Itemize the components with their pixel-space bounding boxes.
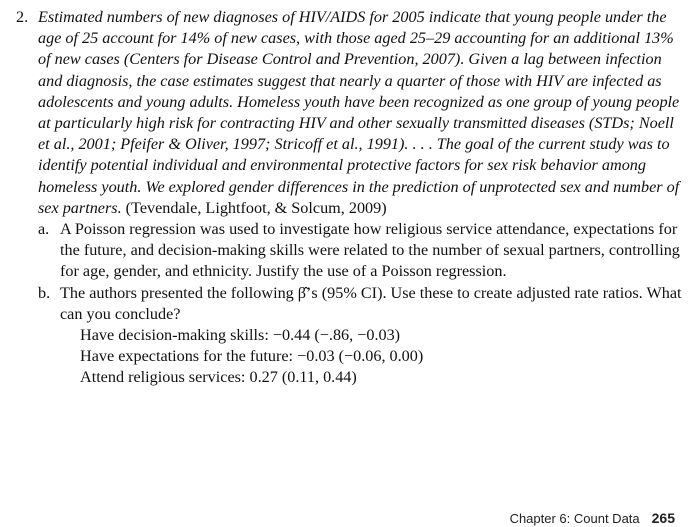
exercise-2 xyxy=(16,7,684,389)
coefficient-list xyxy=(80,325,684,389)
page-number: 265 xyxy=(651,510,675,526)
coefficient-religious-services: Attend religious services: 0.27 (0.11, 0.44) xyxy=(80,368,357,387)
quote-text: Estimated numbers of new diagnoses of HIV/AIDS for 2005 indicate that young people under the age of 25 account for 14% of new cases, with those aged 25–29 accounting for an additional 13% of new cases (Centers for Disease Control and Prevention, 2007). Given a lag between infection and diagnosis, the case estimates suggest that nearly a quarter of those with HIV are infected as adolescents and young adults. Homeless youth have been recognized as one group of young people at particularly high risk for contracting HIV and other sexually transmitted diseases (STDs; Noell et al., 2001; Pfeifer & Oliver, 1997; Stricoff et al., 1991). . . . The goal of the current study was to identify potential individual and environmental protective factors for sex risk behavior among homeless youth. We explored gender differences in the prediction of unprotected sex and number of sex partners. xyxy=(38,8,680,217)
part-a-text: A Poisson regression was used to investigate how religious service attendance, expectations for the future, and decision-making skills were related to the number of sexual partners, controlling for age, gender, and ethnicity. Justify the use of a Poisson regression. xyxy=(60,220,680,281)
part-b-text: The authors presented the following β̂’s (95% CI). Use these to create adjusted rate ratios. What can you conclude? xyxy=(60,283,682,323)
part-a-label: a. xyxy=(38,220,50,239)
part-b-label: b. xyxy=(38,283,51,302)
citation: (Tevendale, Lightfoot, & Solcum, 2009) xyxy=(125,198,387,217)
coefficient-decision-making: Have decision-making skills: −0.44 (−.86, −0.03) xyxy=(80,326,401,345)
part-a xyxy=(38,219,684,283)
coefficient-expectations: Have expectations for the future: −0.03 (−0.06, 0.00) xyxy=(80,347,424,366)
page-footer xyxy=(510,510,675,526)
part-b xyxy=(38,283,684,389)
chapter-title: Chapter 6: Count Data xyxy=(509,511,640,526)
exercise-number: 2. xyxy=(16,8,29,26)
quoted-passage xyxy=(38,7,684,219)
